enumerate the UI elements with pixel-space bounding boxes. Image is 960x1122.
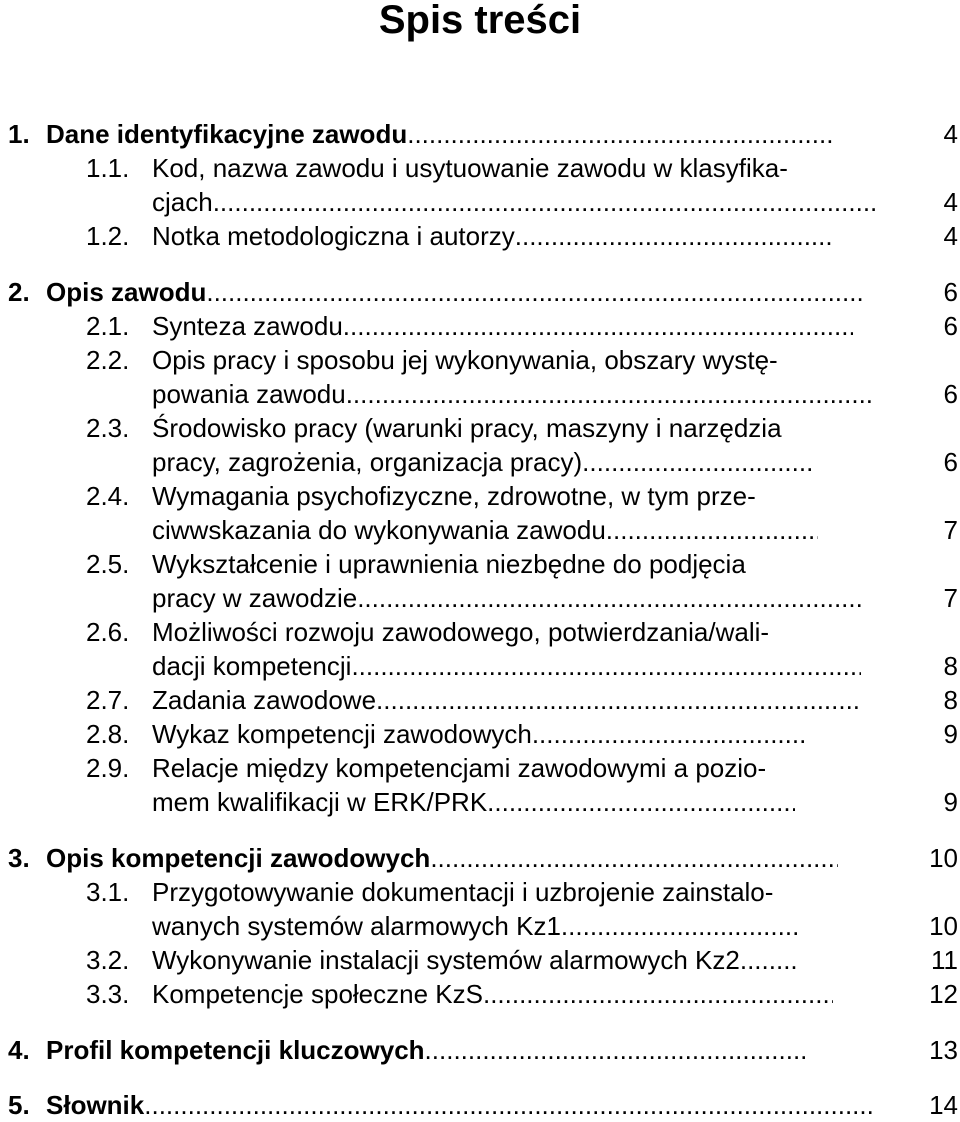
toc-title-line1: Przygotowywanie dokumentacji i uzbrojenie zainstalo- bbox=[152, 877, 774, 907]
toc-title: Notka metodologiczna i autorzy..... bbox=[152, 219, 833, 253]
toc-title: pracy, zagrożenia, organizacja pracy)..... bbox=[152, 445, 812, 479]
toc-number: 2.7. bbox=[86, 685, 130, 715]
toc-page-number: 10 bbox=[929, 843, 958, 873]
dot-leader bbox=[515, 219, 833, 253]
page-title: Spis treści bbox=[378, 0, 582, 42]
dot-leader bbox=[606, 513, 818, 547]
toc-page-number: 7 bbox=[943, 515, 958, 545]
toc-page-number: 4 bbox=[943, 187, 958, 217]
toc-title-line1: Wykształcenie i uprawnienia niezbędne do podjęcia bbox=[152, 549, 746, 579]
toc-number: 3. bbox=[8, 843, 30, 873]
toc-title: Profil kompetencji kluczowych..... bbox=[46, 1033, 805, 1067]
toc-page-number: 13 bbox=[929, 1035, 958, 1065]
dot-leader bbox=[144, 1088, 874, 1122]
toc-page-number: 6 bbox=[943, 379, 958, 409]
toc-title-line1: Kod, nazwa zawodu i usytuowanie zawodu w klasyfika- bbox=[152, 153, 788, 183]
toc-page-number: 4 bbox=[943, 119, 958, 149]
dot-leader bbox=[357, 581, 863, 615]
toc-number: 2.1. bbox=[86, 311, 130, 341]
dot-leader bbox=[561, 909, 797, 943]
toc-page-number: 8 bbox=[943, 651, 958, 681]
toc-title: Zadania zawodowe..... bbox=[152, 683, 860, 717]
toc-title: Dane identyfikacyjne zawodu..... bbox=[46, 117, 833, 151]
toc-title: Opis kompetencji zawodowych..... bbox=[46, 841, 838, 875]
toc-title: Słownik..... bbox=[46, 1088, 874, 1122]
dot-leader bbox=[582, 445, 812, 479]
toc-number: 4. bbox=[8, 1035, 30, 1065]
dot-leader bbox=[220, 185, 876, 219]
dot-leader bbox=[430, 841, 838, 875]
dot-leader bbox=[351, 649, 861, 683]
toc-title: Synteza zawodu..... bbox=[152, 309, 853, 343]
toc-title-line1: Opis pracy i sposobu jej wykonywania, obszary wystę- bbox=[152, 345, 778, 375]
toc-number: 2.4. bbox=[86, 481, 130, 511]
toc-number: 2. bbox=[8, 277, 30, 307]
toc-number: 2.3. bbox=[86, 413, 130, 443]
toc-number: 2.9. bbox=[86, 753, 130, 783]
toc-page-number: 11 bbox=[931, 945, 958, 975]
toc-title: cjach...... bbox=[152, 185, 876, 219]
dot-leader bbox=[487, 785, 795, 819]
dot-leader bbox=[407, 117, 833, 151]
toc-number: 2.2. bbox=[86, 345, 130, 375]
toc-page-number: 9 bbox=[943, 787, 958, 817]
dot-leader bbox=[483, 977, 833, 1011]
toc-title: Opis zawodu..... bbox=[46, 275, 866, 309]
toc-title: Wykonywanie instalacji systemów alarmowych Kz2..... bbox=[152, 943, 798, 977]
toc-number: 3.3. bbox=[86, 979, 130, 1009]
dot-leader bbox=[206, 275, 866, 309]
toc-page-number: 8 bbox=[943, 685, 958, 715]
toc-title: mem kwalifikacji w ERK/PRK..... bbox=[152, 785, 795, 819]
toc-number: 5. bbox=[8, 1090, 30, 1120]
toc-page-number: 4 bbox=[943, 221, 958, 251]
toc-page-number: 7 bbox=[943, 583, 958, 613]
toc-title: pracy w zawodzie..... bbox=[152, 581, 863, 615]
toc-page-number: 6 bbox=[943, 277, 958, 307]
dot-leader bbox=[376, 683, 860, 717]
toc-title-line1: Relacje między kompetencjami zawodowymi a pozio- bbox=[152, 753, 767, 783]
toc-page-number: 10 bbox=[929, 911, 958, 941]
toc-number: 1.1. bbox=[86, 153, 130, 183]
toc-title-line1: Środowisko pracy (warunki pracy, maszyny i narzędzia bbox=[152, 413, 782, 443]
toc-title: ciwwskazania do wykonywania zawodu..... bbox=[152, 513, 818, 547]
toc-page-number: 6 bbox=[943, 311, 958, 341]
toc-number: 2.6. bbox=[86, 617, 130, 647]
toc-title-line1: Wymagania psychofizyczne, zdrowotne, w tym prze- bbox=[152, 481, 756, 511]
toc-title: powania zawodu..... bbox=[152, 377, 874, 411]
toc-title: Wykaz kompetencji zawodowych..... bbox=[152, 717, 808, 751]
toc-number: 2.8. bbox=[86, 719, 130, 749]
toc-title: dacji kompetencji..... bbox=[152, 649, 861, 683]
toc-page-number: 14 bbox=[929, 1090, 958, 1120]
toc-number: 3.1. bbox=[86, 877, 130, 907]
toc-page-number: 6 bbox=[943, 447, 958, 477]
dot-leader bbox=[425, 1033, 805, 1067]
toc-number: 2.5. bbox=[86, 549, 130, 579]
dot-leader bbox=[346, 377, 874, 411]
toc-number: 3.2. bbox=[86, 945, 130, 975]
dot-leader bbox=[343, 309, 853, 343]
toc-number: 1. bbox=[8, 119, 30, 149]
toc-title: wanych systemów alarmowych Kz1..... bbox=[152, 909, 797, 943]
toc-page-number: 12 bbox=[929, 979, 958, 1009]
toc-number: 1.2. bbox=[86, 221, 130, 251]
toc-page-number: 9 bbox=[943, 719, 958, 749]
toc-title-line1: Możliwości rozwoju zawodowego, potwierdzania/wali- bbox=[152, 617, 770, 647]
dot-leader bbox=[532, 717, 808, 751]
dot-leader bbox=[740, 943, 798, 977]
toc-title: Kompetencje społeczne KzS..... bbox=[152, 977, 833, 1011]
